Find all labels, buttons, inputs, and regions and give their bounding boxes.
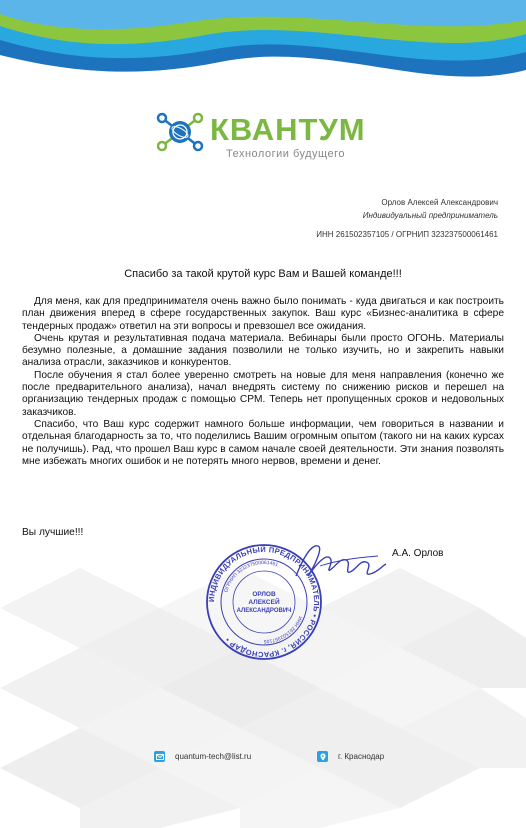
paragraph: После обучения я стал более уверенно смотреть на новые для меня направления (конечно же после предварительного анализа), начал внедрять систему по снижению рисков и перешел на организацию тендерных продаж с помощью CPM. Теперь нет пропущенных сроков и недовольных заказчиков. (22, 369, 504, 418)
paragraph: Для меня, как для предпринимателя очень важно было понимать - куда двигаться и как построить план движения вперед в сфере государственных закупок. Ваш курс «Бизнес-аналитика в сфере тендерных продаж» ответил на эти вопросы и превзошел все ожидания. (22, 296, 504, 332)
footer-location (317, 751, 384, 762)
closing-line: Вы лучшие!!! (22, 527, 84, 538)
signer-name: А.А. Орлов (392, 548, 444, 559)
stamp-inn: ИНН 261502357105 (263, 615, 304, 645)
footer-email (154, 751, 251, 762)
mail-icon (154, 751, 165, 762)
header-wave-decoration (0, 0, 526, 110)
stamp-line-1: ОРЛОВ (252, 591, 276, 598)
sender-block (316, 196, 498, 241)
sender-ids: ИНН 261502357105 / ОГРНИП 323237500061461 (316, 230, 498, 239)
logo-tagline: Технологии будущего (226, 148, 345, 160)
sender-role: Индивидуальный предприниматель (362, 211, 498, 220)
paragraph: Очень крутая и результативная подача материала. Вебинары были просто ОГОНЬ. Материалы безумно полезные, а домашние задания позволили не только изучить, но и закрепить навыки анализа отрасли, заказчиков и конкурентов. (22, 332, 504, 369)
footer-email-text: quantum-tech@list.ru (175, 752, 252, 761)
letter-title: Спасибо за такой крутой курс Вам и Вашей команде!!! (124, 268, 402, 280)
paragraph: Спасибо, что Ваш курс содержит намного больше информации, чем говориться в названии и отдельная благодарность за то, что поделились Вашим огромным опытом (такого ни на каких курсах не получишь). Рад, что прошел Ваш курс в самом начале своей деятельности. Эти знания позволять мне избежать многих ошибок и не потерять много нервов, времени и денег. (22, 418, 504, 467)
footer-city-text: г. Краснодар (338, 752, 385, 761)
letter-body (22, 296, 504, 468)
sender-name: Орлов Алексей Александрович (381, 198, 498, 207)
stamp-outer-text: ИНДИВИДУАЛЬНЫЙ ПРЕДПРИНИМАТЕЛЬ • РОССИЯ, г. КРАСНОДАР • (206, 544, 322, 660)
stamp-line-2: АЛЕКСЕЙ (248, 599, 280, 606)
logo-wordmark: КВАНТУМ (210, 112, 366, 147)
handwritten-signature (290, 536, 390, 588)
stamp-ogrnip: ОГРНИП 323237500061461 (223, 559, 279, 594)
quantum-logo-icon (154, 110, 206, 154)
company-logo (154, 108, 384, 166)
stamp-line-3: АЛЕКСАНДРОВИЧ (236, 608, 292, 614)
location-pin-icon (317, 751, 328, 762)
